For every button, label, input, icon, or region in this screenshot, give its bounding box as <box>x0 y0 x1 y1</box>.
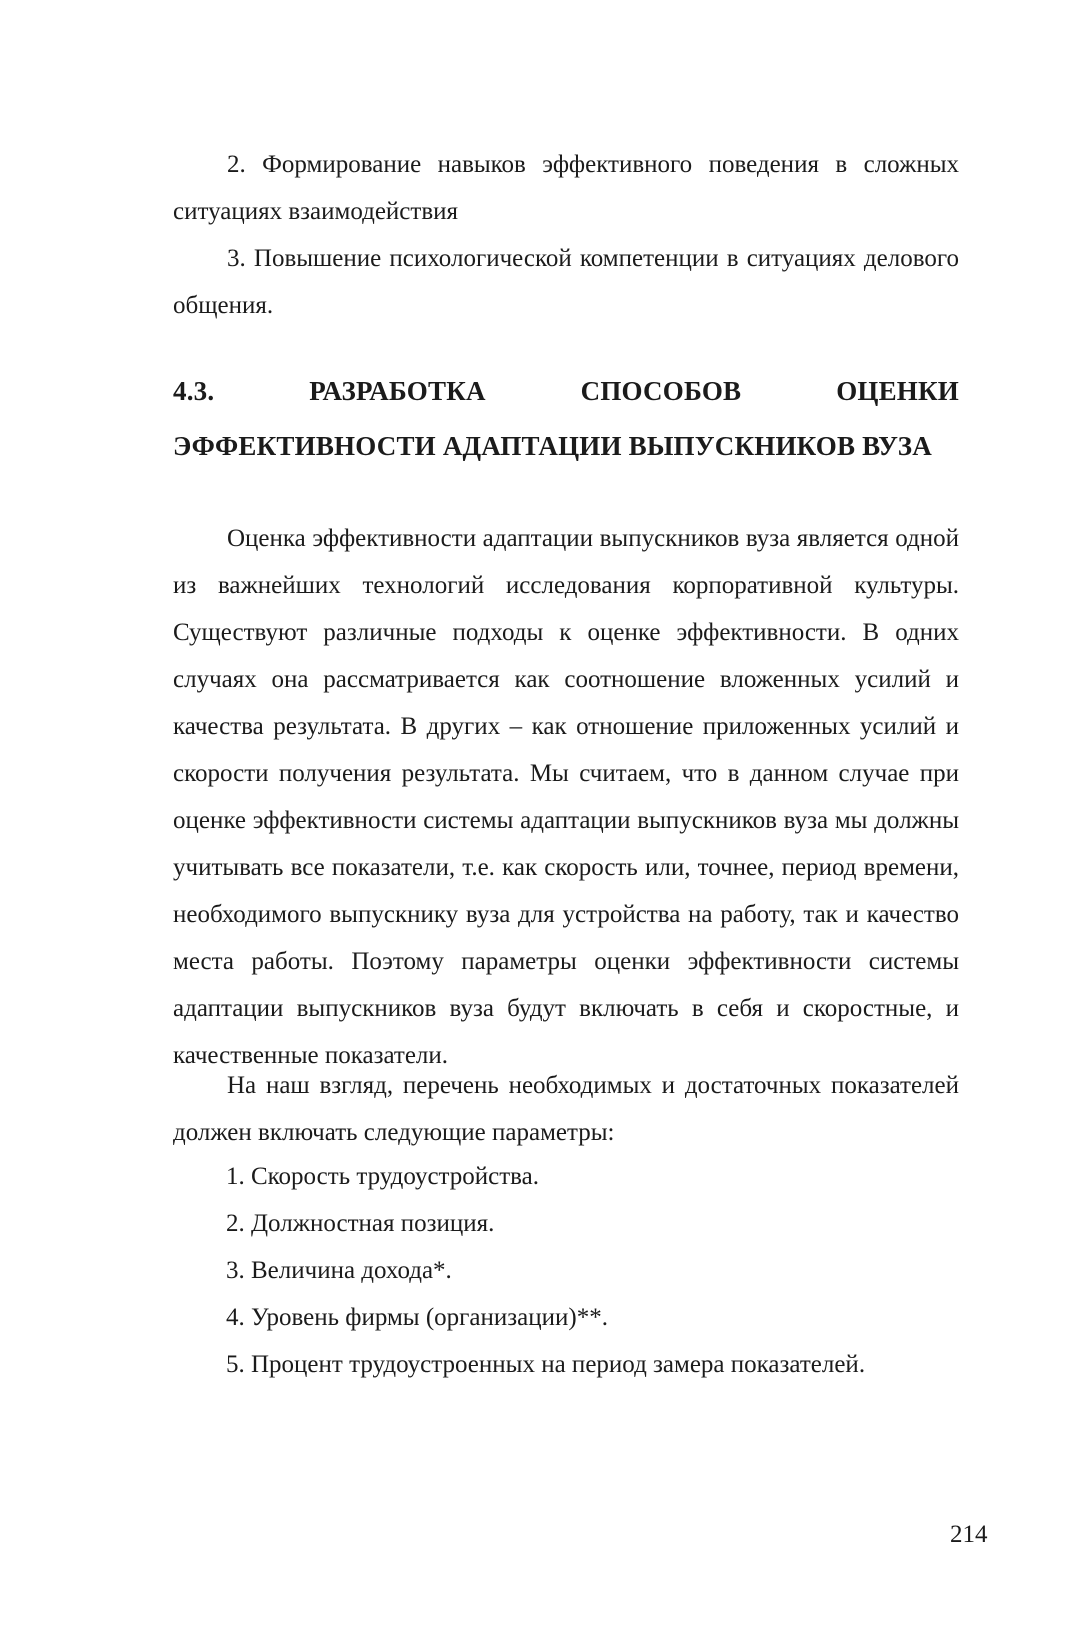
parameter-item-2: 2. Должностная позиция. <box>226 1210 495 1237</box>
intro-item-2: 2. Формирование навыков эффективного поведения в сложных ситуациях взаимодействия <box>173 151 959 225</box>
intro-item-3: 3. Повышение психологической компетенции в ситуациях делового общения. <box>173 245 959 319</box>
parameter-item-3: 3. Величина дохода*. <box>226 1257 452 1284</box>
section-heading: 4.3. РАЗРАБОТКА СПОСОБОВ ОЦЕНКИ ЭФФЕКТИВНОСТИ АДАПТАЦИИ ВЫПУСКНИКОВ ВУЗА <box>173 376 959 461</box>
body-paragraph-1: Оценка эффективности адаптации выпускников вуза является одной из важнейших технологий исследования корпоративной культуры. Существуют различные подходы к оценке эффективности. В одних случаях она рассматривается как соотношение вложенных усилий и качества результата. В других – как отношение приложенных усилий и скорости получения результата. Мы считаем, что в данном случае при оценке эффективности системы адаптации выпускников вуза мы должны учитывать все показатели, т.е. как скорость или, точнее, период времени, необходимого выпускнику вуза для устройства на работу, так и качество места работы. Поэтому параметры оценки эффективности системы адаптации выпускников вуза будут включать в себя и скоростные, и качественные показатели. <box>173 525 959 1069</box>
page-number: 214 <box>950 1521 988 1548</box>
parameter-item-4: 4. Уровень фирмы (организации)**. <box>226 1304 608 1331</box>
parameter-item-1: 1. Скорость трудоустройства. <box>226 1163 539 1190</box>
parameter-item-5: 5. Процент трудоустроенных на период замера показателей. <box>226 1351 866 1378</box>
body-paragraph-2: На наш взгляд, перечень необходимых и достаточных показателей должен включать следующие параметры: <box>173 1072 959 1146</box>
